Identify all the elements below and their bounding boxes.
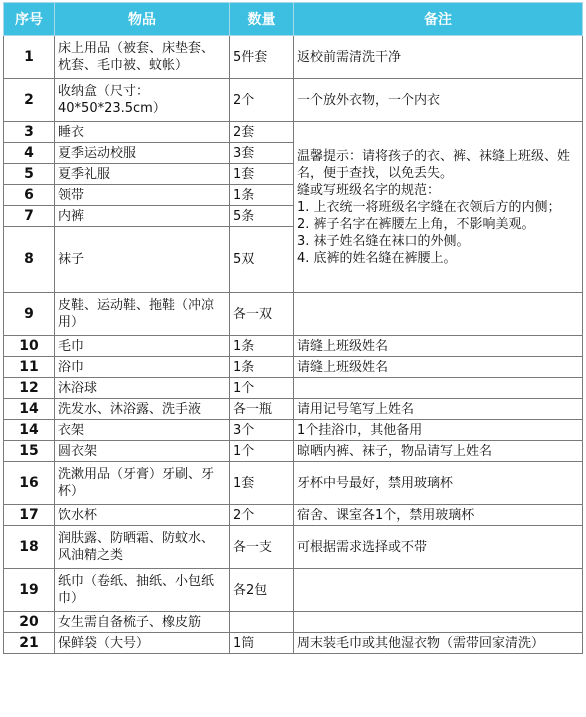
table-row [4,569,583,612]
item-cell: 夏季礼服 [55,164,230,185]
item-cell: 收纳盒（尺寸：40*50*23.5cm） [55,79,230,122]
note-cell: 1个挂浴巾，其他备用 [294,420,583,441]
qty-cell: 1条 [230,336,294,357]
header-no: 序号 [4,3,55,36]
row-number: 16 [4,462,55,505]
items-table [3,2,583,654]
item-cell: 圆衣架 [55,441,230,462]
row-number: 1 [4,36,55,79]
note-cell: 晾晒内裤、袜子，物品请写上姓名 [294,441,583,462]
row-number: 8 [4,227,55,293]
qty-cell: 各一双 [230,293,294,336]
table-row [4,526,583,569]
table-row [4,79,583,122]
note-cell [294,293,583,336]
merged-note-cell [294,122,583,293]
item-cell: 润肤露、防晒霜、防蚊水、风油精之类 [55,526,230,569]
table-row [4,293,583,336]
row-number: 17 [4,505,55,526]
row-number: 3 [4,122,55,143]
item-cell: 袜子 [55,227,230,293]
note-cell [294,378,583,399]
row-number: 21 [4,633,55,654]
item-cell: 毛巾 [55,336,230,357]
table-row [4,378,583,399]
row-number: 6 [4,185,55,206]
item-cell: 保鲜袋（大号） [55,633,230,654]
table-row [4,36,583,79]
note-cell: 可根据需求选择或不带 [294,526,583,569]
row-number: 10 [4,336,55,357]
row-number: 4 [4,143,55,164]
qty-cell: 1条 [230,185,294,206]
row-number: 5 [4,164,55,185]
qty-cell: 2个 [230,79,294,122]
qty-cell: 1套 [230,164,294,185]
qty-cell: 1个 [230,378,294,399]
item-cell: 夏季运动校服 [55,143,230,164]
item-cell: 浴巾 [55,357,230,378]
qty-cell: 5双 [230,227,294,293]
item-cell: 纸巾（卷纸、抽纸、小包纸巾） [55,569,230,612]
table-row [4,336,583,357]
qty-cell: 1套 [230,462,294,505]
item-cell: 洗漱用品（牙膏）牙刷、牙杯） [55,462,230,505]
note-line: 2. 裤子名字在裤腰左上角，不影响美观。 [297,216,535,232]
qty-cell [230,612,294,633]
row-number: 14 [4,399,55,420]
note-cell: 周末装毛巾或其他湿衣物（需带回家清洗） [294,633,583,654]
qty-cell: 1筒 [230,633,294,654]
note-cell: 一个放外衣物，一个内衣 [294,79,583,122]
note-cell: 请用记号笔写上姓名 [294,399,583,420]
item-cell: 睡衣 [55,122,230,143]
item-cell: 内裤 [55,206,230,227]
item-cell: 沐浴球 [55,378,230,399]
item-cell: 领带 [55,185,230,206]
qty-cell: 2套 [230,122,294,143]
row-number: 12 [4,378,55,399]
table-row [4,612,583,633]
qty-cell: 2个 [230,505,294,526]
item-cell: 饮水杯 [55,505,230,526]
header-qty: 数量 [230,3,294,36]
row-number: 11 [4,357,55,378]
qty-cell: 各一支 [230,526,294,569]
row-number: 15 [4,441,55,462]
header-note: 备注 [294,3,583,36]
row-number: 14 [4,420,55,441]
item-cell: 洗发水、沐浴露、洗手液 [55,399,230,420]
qty-cell: 3个 [230,420,294,441]
qty-cell: 5件套 [230,36,294,79]
row-number: 18 [4,526,55,569]
item-cell: 床上用品（被套、床垫套、枕套、毛巾被、蚊帐） [55,36,230,79]
row-number: 9 [4,293,55,336]
item-cell: 女生需自备梳子、橡皮筋 [55,612,230,633]
header-item: 物品 [55,3,230,36]
note-line: 缝或写班级名字的规范： [297,182,441,198]
note-cell: 宿舍、课室各1个，禁用玻璃杯 [294,505,583,526]
note-cell: 请缝上班级姓名 [294,336,583,357]
row-number: 7 [4,206,55,227]
note-cell: 返校前需清洗干净 [294,36,583,79]
table-row [4,420,583,441]
note-line: 1. 上衣统一将班级名字缝在衣领后方的内侧； [297,199,561,215]
note-cell [294,569,583,612]
qty-cell: 3套 [230,143,294,164]
table-row [4,122,583,143]
table-row [4,399,583,420]
header-row [4,3,583,36]
note-cell: 牙杯中号最好，禁用玻璃杯 [294,462,583,505]
table-row [4,633,583,654]
table-row [4,462,583,505]
note-line: 温馨提示：请将孩子的衣、裤、袜缝上班级、姓名，便于查找，以免丢失。 [297,148,571,181]
note-line: 3. 袜子姓名缝在袜口的外侧。 [297,233,470,249]
qty-cell: 1个 [230,441,294,462]
item-cell: 皮鞋、运动鞋、拖鞋（冲凉用） [55,293,230,336]
qty-cell: 5条 [230,206,294,227]
table-row [4,357,583,378]
note-cell [294,612,583,633]
qty-cell: 各一瓶 [230,399,294,420]
note-cell: 请缝上班级姓名 [294,357,583,378]
note-line: 4. 底裤的姓名缝在裤腰上。 [297,250,457,266]
qty-cell: 各2包 [230,569,294,612]
table-row [4,441,583,462]
table-row [4,505,583,526]
item-cell: 衣架 [55,420,230,441]
row-number: 20 [4,612,55,633]
row-number: 19 [4,569,55,612]
row-number: 2 [4,79,55,122]
qty-cell: 1条 [230,357,294,378]
